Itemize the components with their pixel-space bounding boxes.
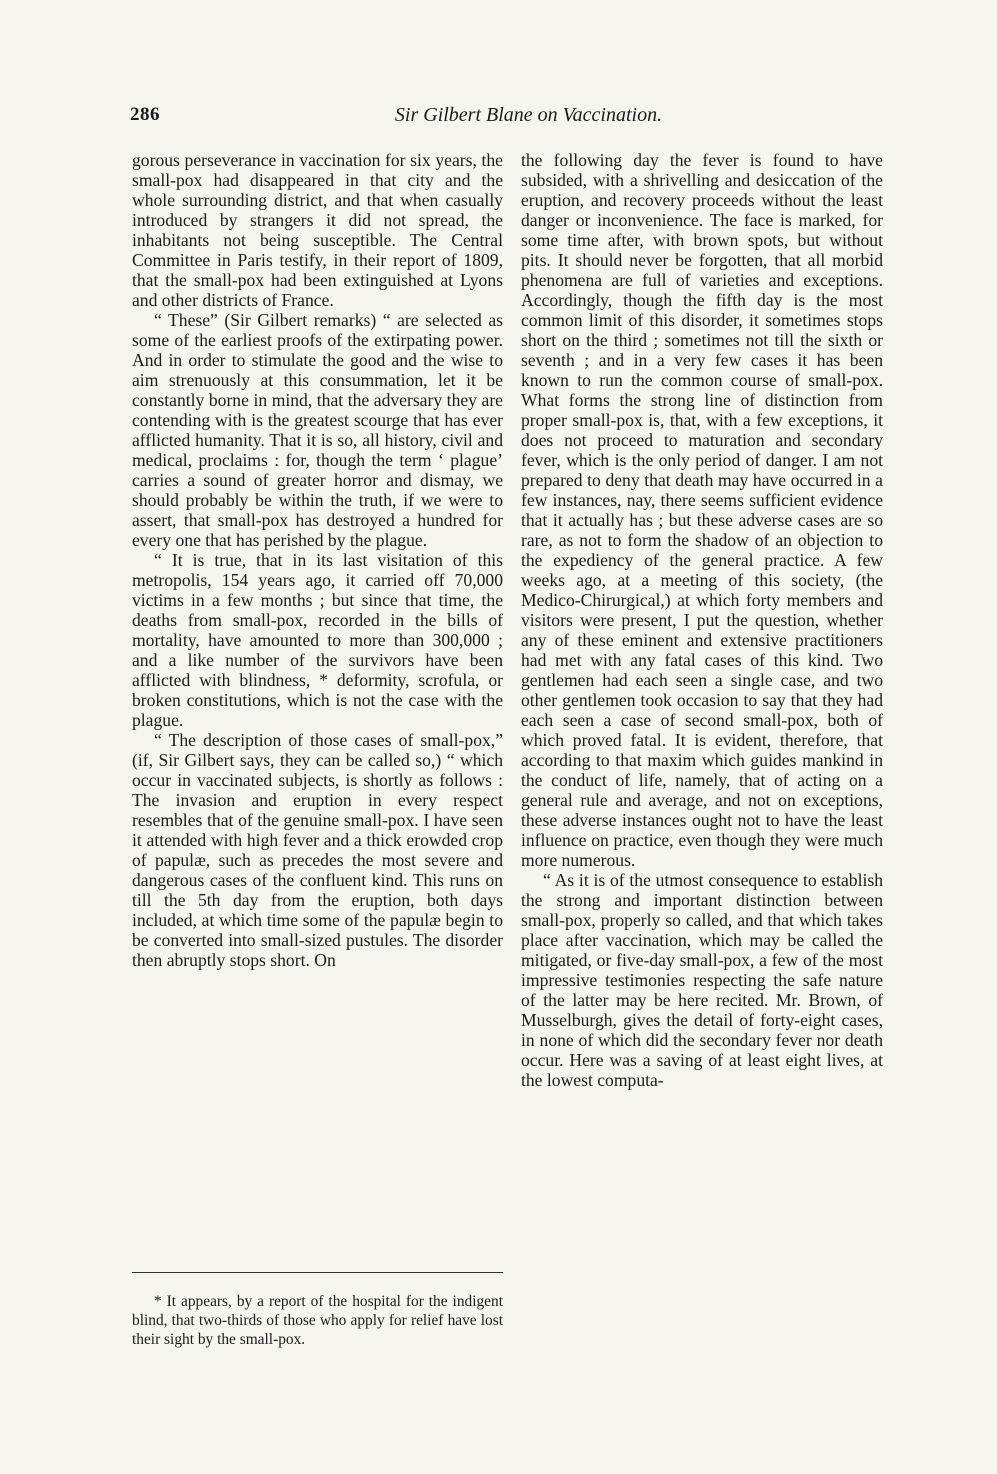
paragraph: “ The description of those cases of small-pox,” (if, Sir Gilbert says, they can be called so,) “ which occur in vaccinated subjects, is shortly as follows : The invasion and eruption in every respect resembles that of the genuine small-pox. I have seen it attended with high fever and a thick erowded crop of papulæ, such as precedes the most severe and dangerous cases of the confluent kind. This runs on till the 5th day from the eruption, both days included, at which time some of the papulæ begin to be converted into small-sized pustules. The disorder then abruptly stops short. On bbox=[132, 730, 503, 970]
paragraph: “ These” (Sir Gilbert remarks) “ are selected as some of the earliest proofs of the extirpating power. And in order to stimulate the good and the wise to aim strenuously at this consummation, let it be constantly borne in mind, that the adversary they are contending with is the greatest scourge that has ever afflicted humanity. That it is so, all history, civil and medical, proclaims : for, though the term ‘ plague’ carries a sound of greater horror and dismay, we should probably be within the truth, if we were to assert, that small-pox has destroyed a hundred for every one that has perished by the plague. bbox=[132, 310, 503, 550]
paragraph: “ It is true, that in its last visitation of this metropolis, 154 years ago, it carried off 70,000 victims in a few months ; but since that time, the deaths from small-pox, recorded in the bills of mortality, have amounted to more than 300,000 ; and a like number of the survivors have been afflicted with blindness, * deformity, scrofula, or broken constitutions, which is not the case with the plague. bbox=[132, 550, 503, 730]
left-column bbox=[132, 150, 503, 970]
running-head: Sir Gilbert Blane on Vaccination. bbox=[394, 104, 663, 126]
page-number: 286 bbox=[130, 104, 160, 125]
footnote-rule bbox=[132, 1272, 503, 1273]
footnote: * It appears, by a report of the hospital for the indigent blind, that two-thirds of those who apply for relief have lost their sight by the small-pox. bbox=[132, 1293, 503, 1348]
paragraph: the following day the fever is found to have subsided, with a shrivelling and desiccation of the eruption, and recovery proceeds without the least danger or inconvenience. The face is marked, for some time after, with brown spots, but without pits. It should never be forgotten, that all morbid phenomena are full of varieties and exceptions. Accordingly, though the fifth day is the most common limit of this disorder, it sometimes stops short on the third ; sometimes not till the sixth or seventh ; and in a very few cases it has been known to run the common course of small-pox. What forms the strong line of distinction from proper small-pox is, that, with a few exceptions, it does not proceed to maturation and secondary fever, which is the only period of danger. I am not prepared to deny that death may have occurred in a few instances, nay, there seems sufficient evidence that it actually has ; but these adverse cases are so rare, as not to form the shadow of an objection to the expediency of the general practice. A few weeks ago, at a meeting of this society, (the Medico-Chirurgical,) at which forty members and visitors were present, I put the question, whether any of these eminent and extensive practitioners had met with any fatal cases of this kind. Two gentlemen had each seen a single case, and two other gentlemen took occasion to say that they had each seen a case of second small-pox, both of which proved fatal. It is evident, therefore, that according to that maxim which guides mankind in the conduct of life, namely, that of acting on a general rule and average, and not on exceptions, these adverse instances ought not to have the least influence on practice, even though they were much more numerous. bbox=[521, 150, 883, 870]
right-column bbox=[521, 150, 883, 1090]
paragraph: “ As it is of the utmost consequence to establish the strong and important distinction between small-pox, properly so called, and that which takes place after vaccination, which may be called the mitigated, or five-day small-pox, a few of the most impressive testimonies respecting the safe nature of the latter may be here recited. Mr. Brown, of Musselburgh, gives the detail of forty-eight cases, in none of which did the secondary fever nor death occur. Here was a saving of at least eight lives, at the lowest computa- bbox=[521, 870, 883, 1090]
paragraph: gorous perseverance in vaccination for six years, the small-pox had disappeared in that city and the whole surrounding district, and that when casually introduced by strangers it did not spread, the inhabitants not being susceptible. The Central Committee in Paris testify, in their report of 1809, that the small-pox had been extinguished at Lyons and other districts of France. bbox=[132, 150, 503, 310]
